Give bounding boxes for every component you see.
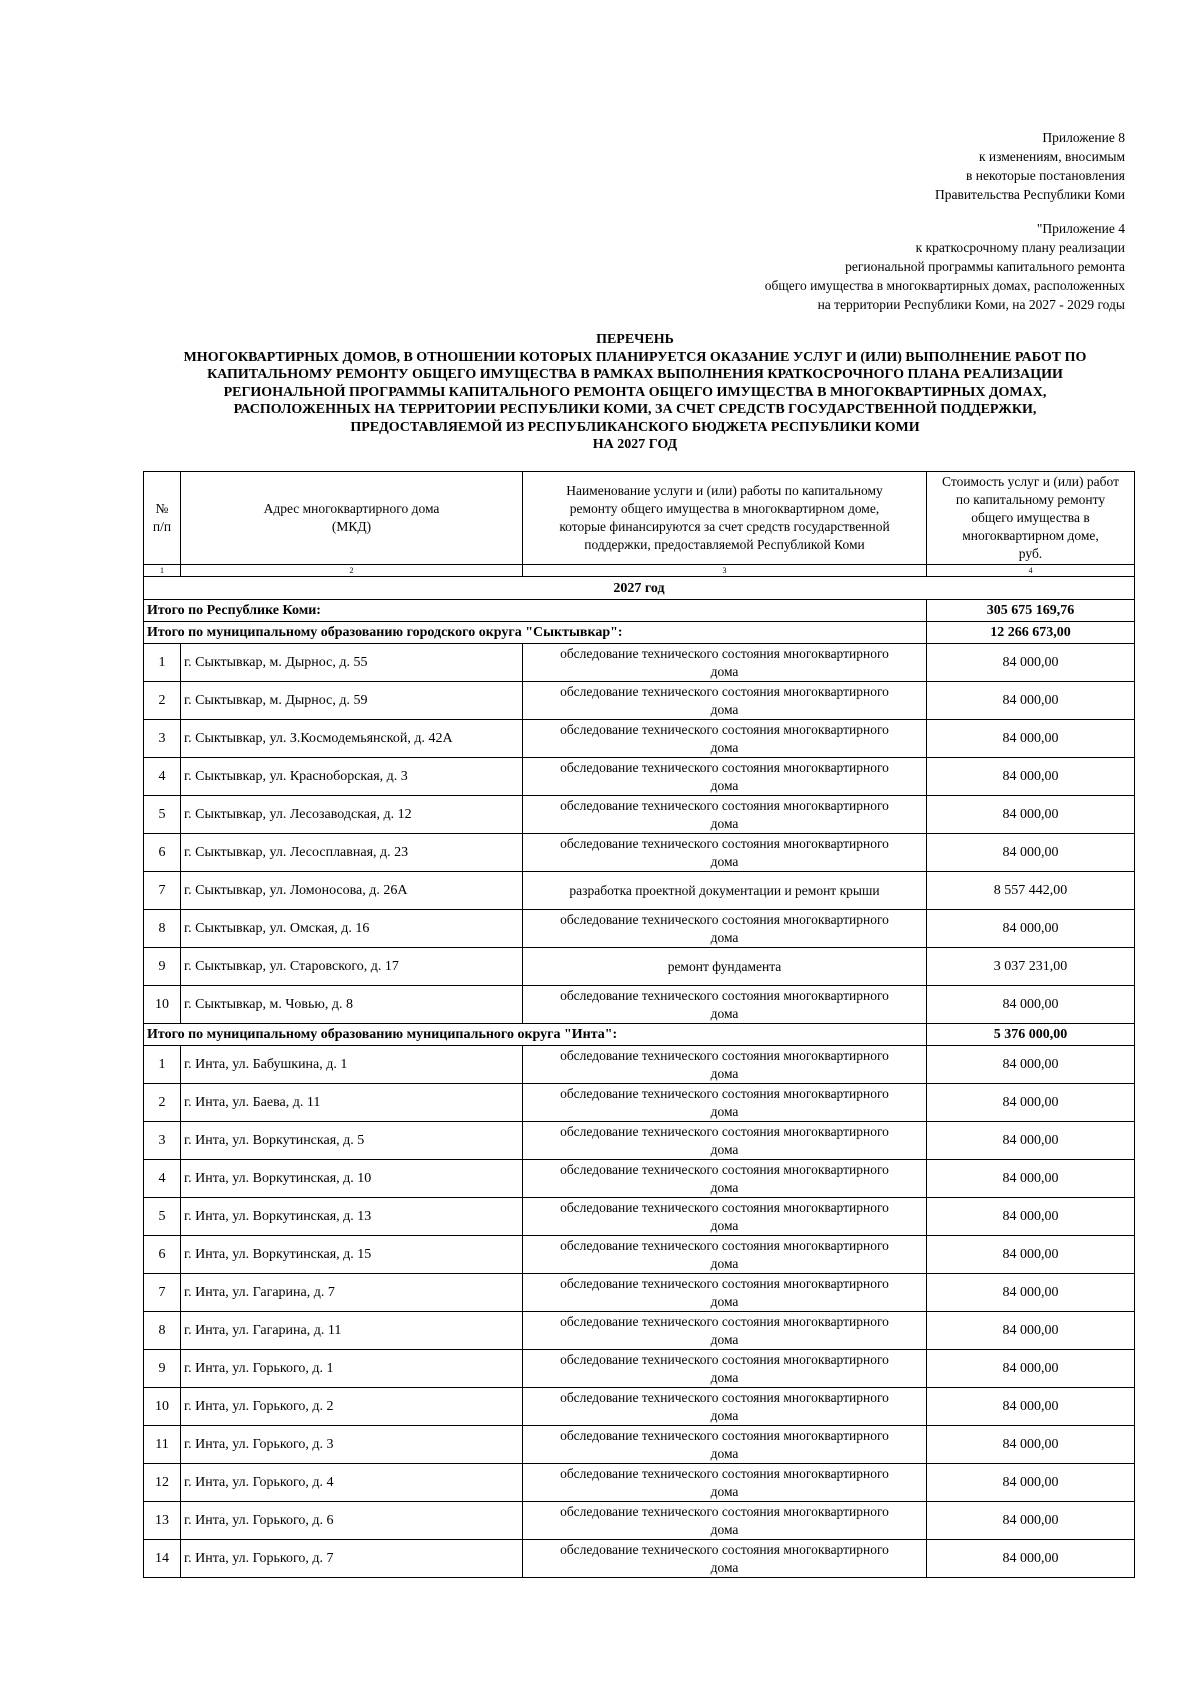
row-cost: 84 000,00	[927, 1084, 1135, 1122]
work-line: обследование технического состояния многоквартирного	[560, 1503, 889, 1519]
column-number: 1	[144, 565, 181, 577]
row-work	[523, 1426, 927, 1464]
row-cost: 84 000,00	[927, 1312, 1135, 1350]
table-row	[144, 1350, 1135, 1388]
row-address: г. Инта, ул. Воркутинская, д. 10	[181, 1160, 523, 1198]
year-row	[144, 577, 1135, 600]
group-total-label: Итого по муниципальному образованию городского округа "Сыктывкар":	[144, 622, 927, 644]
row-cost: 84 000,00	[927, 1160, 1135, 1198]
row-cost: 84 000,00	[927, 1464, 1135, 1502]
row-cost: 84 000,00	[927, 682, 1135, 720]
row-number: 13	[144, 1502, 181, 1540]
row-cost: 84 000,00	[927, 644, 1135, 682]
row-work	[523, 720, 927, 758]
table-row	[144, 1464, 1135, 1502]
total-republic-row	[144, 600, 1135, 622]
row-address: г. Сыктывкар, м. Дырнос, д. 59	[181, 682, 523, 720]
work-line: обследование технического состояния многоквартирного	[560, 1161, 889, 1177]
appendix-line: "Приложение 4	[1036, 221, 1125, 236]
appendix-line: к краткосрочному плану реализации	[915, 240, 1125, 255]
work-line: обследование технического состояния многоквартирного	[560, 1123, 889, 1139]
work-line: дома	[710, 1065, 739, 1081]
row-number: 9	[144, 948, 181, 986]
header-line: №	[155, 501, 169, 516]
document-title	[140, 331, 1130, 454]
row-number: 5	[144, 796, 181, 834]
row-number: 6	[144, 834, 181, 872]
work-line: обследование технического состояния многоквартирного	[560, 1313, 889, 1329]
work-line: дома	[710, 1179, 739, 1195]
row-cost: 84 000,00	[927, 1426, 1135, 1464]
group-total-value: 12 266 673,00	[927, 622, 1135, 644]
row-address: г. Инта, ул. Горького, д. 1	[181, 1350, 523, 1388]
row-number: 2	[144, 682, 181, 720]
work-line: обследование технического состояния многоквартирного	[560, 1427, 889, 1443]
title-line: РАСПОЛОЖЕННЫХ НА ТЕРРИТОРИИ РЕСПУБЛИКИ КОМИ, ЗА СЧЕТ СРЕДСТВ ГОСУДАРСТВЕННОЙ ПОДДЕРЖКИ,	[233, 402, 1037, 417]
title-line: ПЕРЕЧЕНЬ	[596, 332, 674, 347]
row-cost: 84 000,00	[927, 1388, 1135, 1426]
table-row	[144, 1540, 1135, 1578]
row-work	[523, 1198, 927, 1236]
row-work	[523, 1312, 927, 1350]
table-row	[144, 1198, 1135, 1236]
work-line: обследование технического состояния многоквартирного	[560, 911, 889, 927]
work-line: обследование технического состояния многоквартирного	[560, 721, 889, 737]
table-row	[144, 1426, 1135, 1464]
row-address: г. Инта, ул. Гагарина, д. 11	[181, 1312, 523, 1350]
group-total-row	[144, 1024, 1135, 1046]
work-line: дома	[710, 1369, 739, 1385]
work-line: дома	[710, 663, 739, 679]
row-number: 14	[144, 1540, 181, 1578]
work-line: дома	[710, 777, 739, 793]
row-address: г. Инта, ул. Горького, д. 7	[181, 1540, 523, 1578]
row-address: г. Сыктывкар, ул. Лесозаводская, д. 12	[181, 796, 523, 834]
work-line: дома	[710, 929, 739, 945]
row-number: 9	[144, 1350, 181, 1388]
row-cost: 84 000,00	[927, 758, 1135, 796]
row-address: г. Сыктывкар, ул. Старовского, д. 17	[181, 948, 523, 986]
row-address: г. Инта, ул. Воркутинская, д. 5	[181, 1122, 523, 1160]
total-republic-value: 305 675 169,76	[927, 600, 1135, 622]
work-line: обследование технического состояния многоквартирного	[560, 645, 889, 661]
row-cost: 84 000,00	[927, 720, 1135, 758]
appendix-line: Правительства Республики Коми	[934, 187, 1125, 202]
header-line: п/п	[152, 519, 172, 534]
row-address: г. Сыктывкар, м. Дырнос, д. 55	[181, 644, 523, 682]
work-line: ремонт фундамента	[667, 958, 782, 974]
header-num	[144, 472, 181, 565]
row-address: г. Сыктывкар, ул. Омская, д. 16	[181, 910, 523, 948]
row-address: г. Инта, ул. Гагарина, д. 7	[181, 1274, 523, 1312]
work-line: дома	[710, 1483, 739, 1499]
row-number: 11	[144, 1426, 181, 1464]
appendix-4-note	[765, 219, 1125, 314]
header-line: ремонту общего имущества в многоквартирном доме,	[569, 501, 880, 516]
row-cost: 8 557 442,00	[927, 872, 1135, 910]
appendix-line: к изменениям, вносимым	[978, 149, 1125, 164]
row-work	[523, 1236, 927, 1274]
header-work	[523, 472, 927, 565]
row-address: г. Инта, ул. Горького, д. 2	[181, 1388, 523, 1426]
table-row	[144, 1046, 1135, 1084]
table-row	[144, 1236, 1135, 1274]
row-address: г. Сыктывкар, ул. З.Космодемьянской, д. 42А	[181, 720, 523, 758]
work-line: обследование технического состояния многоквартирного	[560, 1351, 889, 1367]
work-line: обследование технического состояния многоквартирного	[560, 683, 889, 699]
appendix-line: региональной программы капитального ремонта	[845, 259, 1125, 274]
row-work	[523, 1350, 927, 1388]
group-total-label: Итого по муниципальному образованию муниципального округа "Инта":	[144, 1024, 927, 1046]
work-line: обследование технического состояния многоквартирного	[560, 1465, 889, 1481]
row-cost: 84 000,00	[927, 1274, 1135, 1312]
appendix-line: общего имущества в многоквартирных домах, расположенных	[764, 278, 1125, 293]
table-row	[144, 834, 1135, 872]
work-line: обследование технического состояния многоквартирного	[560, 987, 889, 1003]
table-row	[144, 758, 1135, 796]
group-total-row	[144, 622, 1135, 644]
work-line: разработка проектной документации и ремонт крыши	[569, 882, 880, 898]
header-address	[181, 472, 523, 565]
row-work	[523, 1274, 927, 1312]
row-cost: 84 000,00	[927, 796, 1135, 834]
row-work	[523, 910, 927, 948]
table-row	[144, 796, 1135, 834]
work-line: обследование технического состояния многоквартирного	[560, 835, 889, 851]
row-cost: 84 000,00	[927, 986, 1135, 1024]
row-work	[523, 1084, 927, 1122]
row-number: 6	[144, 1236, 181, 1274]
header-line: общего имущества в	[971, 510, 1090, 525]
header-line: руб.	[1018, 546, 1043, 561]
row-work	[523, 1540, 927, 1578]
row-number: 3	[144, 720, 181, 758]
row-work	[523, 834, 927, 872]
work-line: дома	[710, 1141, 739, 1157]
row-address: г. Сыктывкар, ул. Лесосплавная, д. 23	[181, 834, 523, 872]
houses-table	[143, 471, 1135, 1578]
column-number: 2	[181, 565, 523, 577]
header-line: многоквартирном доме,	[962, 528, 1099, 543]
column-number: 3	[523, 565, 927, 577]
work-line: дома	[710, 815, 739, 831]
work-line: обследование технического состояния многоквартирного	[560, 1541, 889, 1557]
row-number: 5	[144, 1198, 181, 1236]
title-line: РЕГИОНАЛЬНОЙ ПРОГРАММЫ КАПИТАЛЬНОГО РЕМОНТА ОБЩЕГО ИМУЩЕСТВА В МНОГОКВАРТИРНЫХ ДОМАХ,	[223, 384, 1047, 400]
row-address: г. Инта, ул. Воркутинская, д. 15	[181, 1236, 523, 1274]
row-number: 7	[144, 872, 181, 910]
row-work	[523, 986, 927, 1024]
row-cost: 84 000,00	[927, 1236, 1135, 1274]
work-line: обследование технического состояния многоквартирного	[560, 1237, 889, 1253]
row-number: 10	[144, 1388, 181, 1426]
work-line: обследование технического состояния многоквартирного	[560, 759, 889, 775]
row-address: г. Инта, ул. Бабушкина, д. 1	[181, 1046, 523, 1084]
total-republic-label: Итого по Республике Коми:	[144, 600, 927, 622]
appendix-8-note	[935, 128, 1125, 204]
title-line: ПРЕДОСТАВЛЯЕМОЙ ИЗ РЕСПУБЛИКАНСКОГО БЮДЖЕТА РЕСПУБЛИКИ КОМИ	[350, 419, 920, 435]
work-line: обследование технического состояния многоквартирного	[560, 1199, 889, 1215]
work-line: обследование технического состояния многоквартирного	[560, 1085, 889, 1101]
work-line: дома	[710, 739, 739, 755]
row-number: 8	[144, 910, 181, 948]
row-cost: 84 000,00	[927, 834, 1135, 872]
row-cost: 84 000,00	[927, 1350, 1135, 1388]
appendix-line: на территории Республики Коми, на 2027 - 2029 годы	[817, 297, 1125, 312]
work-line: дома	[710, 1217, 739, 1233]
table-row	[144, 644, 1135, 682]
row-address: г. Инта, ул. Горького, д. 3	[181, 1426, 523, 1464]
work-line: дома	[710, 1255, 739, 1271]
table-row	[144, 682, 1135, 720]
title-line: МНОГОКВАРТИРНЫХ ДОМОВ, В ОТНОШЕНИИ КОТОРЫХ ПЛАНИРУЕТСЯ ОКАЗАНИЕ УСЛУГ И (ИЛИ) ВЫПОЛНЕНИЕ РАБОТ ПО	[183, 349, 1087, 365]
appendix-line: в некоторые постановления	[966, 168, 1125, 183]
header-line: поддержки, предоставляемой Республикой Коми	[584, 537, 865, 552]
row-number: 1	[144, 644, 181, 682]
table-row	[144, 872, 1135, 910]
row-number: 4	[144, 758, 181, 796]
header-line: Стоимость услуг и (или) работ	[942, 474, 1119, 489]
table-row	[144, 1160, 1135, 1198]
row-address: г. Сыктывкар, ул. Ломоносова, д. 26А	[181, 872, 523, 910]
row-cost: 84 000,00	[927, 1046, 1135, 1084]
header-cost	[927, 472, 1135, 565]
row-number: 12	[144, 1464, 181, 1502]
row-cost: 84 000,00	[927, 1540, 1135, 1578]
work-line: дома	[710, 853, 739, 869]
appendix-line: Приложение 8	[1042, 130, 1125, 145]
table-row	[144, 948, 1135, 986]
row-work	[523, 872, 927, 910]
row-number: 10	[144, 986, 181, 1024]
work-line: дома	[710, 701, 739, 717]
column-number: 4	[927, 565, 1135, 577]
work-line: дома	[710, 1293, 739, 1309]
work-line: обследование технического состояния многоквартирного	[560, 1275, 889, 1291]
row-number: 1	[144, 1046, 181, 1084]
row-work	[523, 758, 927, 796]
header-line: (МКД)	[331, 519, 372, 534]
work-line: дома	[710, 1103, 739, 1119]
work-line: дома	[710, 1445, 739, 1461]
work-line: обследование технического состояния многоквартирного	[560, 1389, 889, 1405]
table-header-row	[144, 472, 1135, 565]
row-work	[523, 644, 927, 682]
row-number: 4	[144, 1160, 181, 1198]
row-address: г. Инта, ул. Баева, д. 11	[181, 1084, 523, 1122]
row-work	[523, 1122, 927, 1160]
header-line: Наименование услуги и (или) работы по капитальному	[566, 483, 883, 498]
row-cost: 84 000,00	[927, 1198, 1135, 1236]
row-work	[523, 796, 927, 834]
row-work	[523, 1388, 927, 1426]
row-cost: 84 000,00	[927, 1502, 1135, 1540]
row-cost: 84 000,00	[927, 1122, 1135, 1160]
row-number: 3	[144, 1122, 181, 1160]
work-line: дома	[710, 1407, 739, 1423]
table-row	[144, 1274, 1135, 1312]
row-work	[523, 948, 927, 986]
row-number: 2	[144, 1084, 181, 1122]
row-work	[523, 682, 927, 720]
row-work	[523, 1502, 927, 1540]
table-row	[144, 910, 1135, 948]
work-line: дома	[710, 1559, 739, 1575]
row-cost: 84 000,00	[927, 910, 1135, 948]
row-address: г. Инта, ул. Горького, д. 6	[181, 1502, 523, 1540]
table-row	[144, 1502, 1135, 1540]
work-line: обследование технического состояния многоквартирного	[560, 797, 889, 813]
row-address: г. Инта, ул. Горького, д. 4	[181, 1464, 523, 1502]
header-line: Адрес многоквартирного дома	[263, 501, 440, 516]
year-label: 2027 год	[144, 577, 1135, 600]
row-address: г. Сыктывкар, м. Човью, д. 8	[181, 986, 523, 1024]
row-work	[523, 1160, 927, 1198]
group-total-value: 5 376 000,00	[927, 1024, 1135, 1046]
table-row	[144, 1084, 1135, 1122]
work-line: обследование технического состояния многоквартирного	[560, 1047, 889, 1063]
work-line: дома	[710, 1005, 739, 1021]
row-work	[523, 1046, 927, 1084]
row-number: 7	[144, 1274, 181, 1312]
row-work	[523, 1464, 927, 1502]
work-line: дома	[710, 1331, 739, 1347]
table-row	[144, 986, 1135, 1024]
table-row	[144, 1312, 1135, 1350]
header-line: по капитальному ремонту	[955, 492, 1106, 507]
work-line: дома	[710, 1521, 739, 1537]
table-row	[144, 1388, 1135, 1426]
table-row	[144, 1122, 1135, 1160]
header-line: которые финансируются за счет средств государственной	[559, 519, 890, 534]
table-row	[144, 720, 1135, 758]
row-address: г. Сыктывкар, ул. Красноборская, д. 3	[181, 758, 523, 796]
row-address: г. Инта, ул. Воркутинская, д. 13	[181, 1198, 523, 1236]
row-number: 8	[144, 1312, 181, 1350]
title-line: НА 2027 ГОД	[592, 437, 678, 452]
title-line: КАПИТАЛЬНОМУ РЕМОНТУ ОБЩЕГО ИМУЩЕСТВА В РАМКАХ ВЫПОЛНЕНИЯ КРАТКОСРОЧНОГО ПЛАНА РЕАЛИЗАЦИИ	[207, 367, 1063, 382]
row-cost: 3 037 231,00	[927, 948, 1135, 986]
column-numbers-row	[144, 565, 1135, 577]
